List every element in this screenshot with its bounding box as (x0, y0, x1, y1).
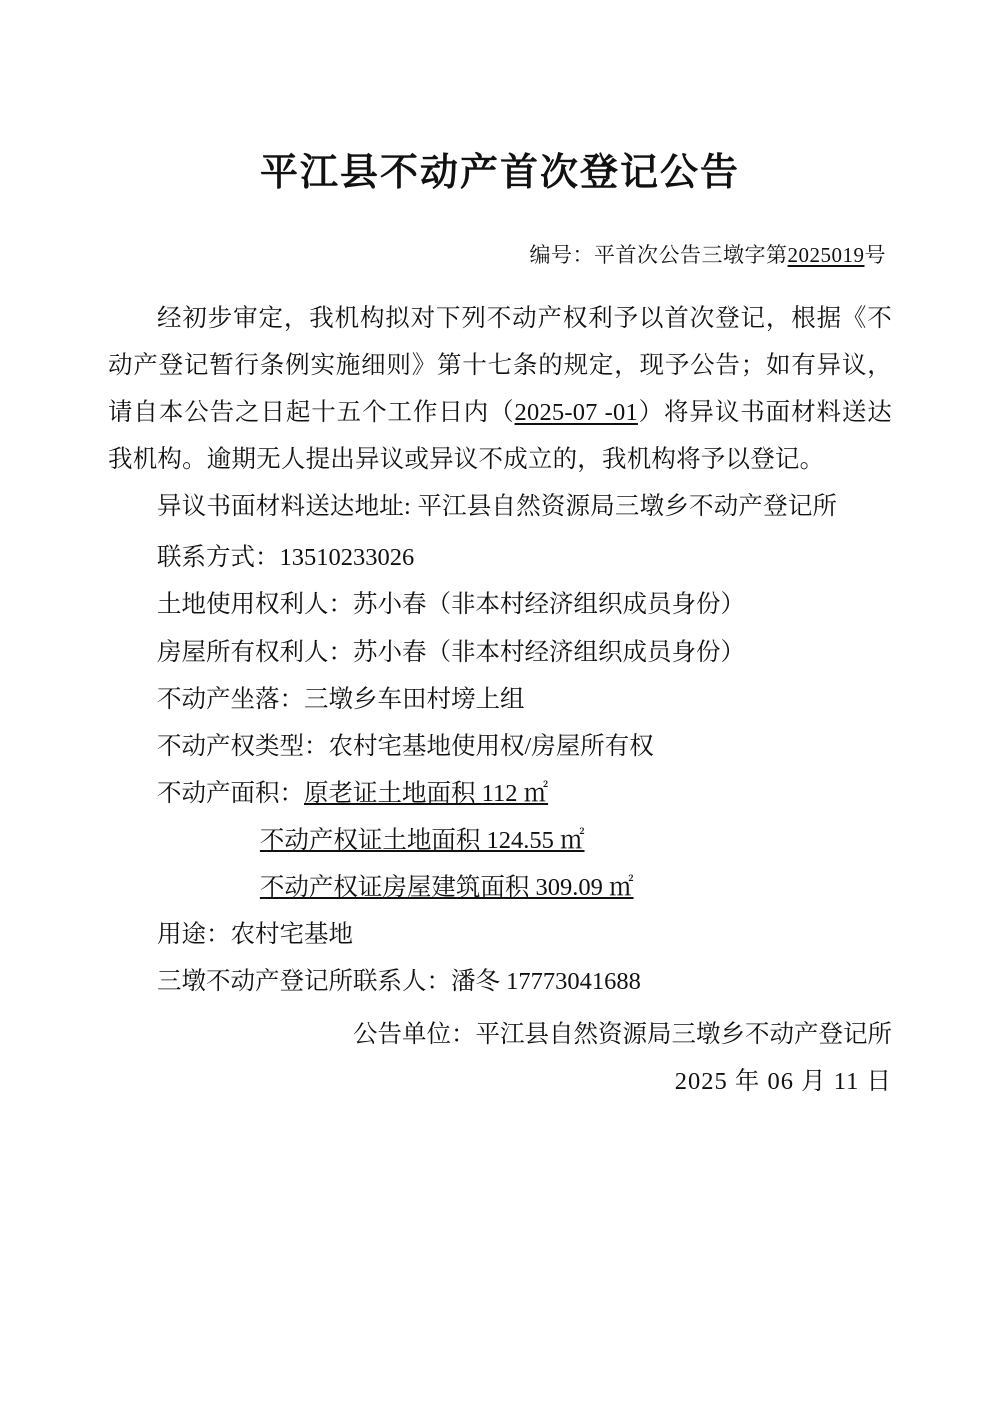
field-contact-phone-value: 13510233026 (279, 544, 415, 572)
field-usage (108, 911, 892, 958)
paragraph-main-part2: ）将异议书面材料送达我机构。逾期无人提出异议或异议不成立的，我机构将予以登记。 (108, 399, 892, 474)
field-property-area-value: 原老证土地面积 112 ㎡ (304, 779, 549, 807)
field-land-use-right-holder (108, 581, 892, 628)
page-title: 平江县不动产首次登记公告 (259, 152, 740, 194)
field-area-sub-building (108, 864, 892, 911)
field-office-contact (108, 958, 892, 1005)
field-usage-value: 农村宅基地 (230, 920, 353, 948)
field-land-use-right-holder-label: 土地使用权利人： (157, 591, 353, 619)
field-house-owner-label: 房屋所有权利人： (157, 638, 353, 666)
field-area-sub-land-value: 不动产权证土地面积 124.55 ㎡ (259, 826, 585, 854)
paragraph-main (108, 295, 892, 483)
field-office-contact-label: 三墩不动产登记所联系人： (157, 967, 451, 995)
field-house-owner (108, 629, 892, 676)
issue-date: 2025 年 06 月 11 日 (674, 1067, 892, 1095)
field-usage-label: 用途： (157, 920, 231, 948)
document-number-value: 2025019 (787, 243, 865, 268)
signature-block (108, 1011, 892, 1105)
paragraph-main-part1: 经初步审定，我机构拟对下列不动产权利予以首次登记，根据《不动产登记暂行条例实施细则》第十七条的规定，现予公告；如有异议，请自本公告之日起十五个工作日内（ (108, 305, 892, 427)
issuer-label: 公告单位： (353, 1020, 476, 1048)
issuer-value: 平江县自然资源局三墩乡不动产登记所 (475, 1020, 892, 1048)
issuer-line (108, 1011, 892, 1058)
field-property-right-type (108, 723, 892, 770)
field-house-owner-value: 苏小春（非本村经济组织成员身份） (353, 638, 745, 666)
objection-deadline-date: 2025-07 -01 (514, 399, 638, 427)
field-property-location (108, 676, 892, 723)
field-contact-phone (108, 534, 892, 581)
field-property-location-value: 三墩乡车田村塝上组 (304, 685, 525, 713)
document-number (108, 239, 886, 269)
field-contact-phone-label: 联系方式： (157, 544, 280, 572)
field-list (108, 534, 892, 1004)
field-office-contact-value: 潘冬 17773041688 (451, 967, 641, 995)
field-land-use-right-holder-value: 苏小春（非本村经济组织成员身份） (353, 591, 745, 619)
paragraph-delivery-address: 异议书面材料送达地址: 平江县自然资源局三墩乡不动产登记所 (157, 493, 838, 521)
document-number-suffix: 号 (864, 243, 886, 268)
field-property-area-label: 不动产面积： (157, 779, 304, 807)
field-area-sub-building-value: 不动产权证房屋建筑面积 309.09 ㎡ (259, 873, 634, 901)
field-property-right-type-label: 不动产权类型： (157, 732, 329, 760)
field-property-right-type-value: 农村宅基地使用权/房屋所有权 (328, 732, 654, 760)
field-property-location-label: 不动产坐落： (157, 685, 304, 713)
field-area-sub-land (108, 817, 892, 864)
notice-body (108, 295, 892, 530)
document-number-prefix: 编号：平首次公告三墩字第 (529, 243, 788, 268)
field-property-area (108, 770, 892, 817)
